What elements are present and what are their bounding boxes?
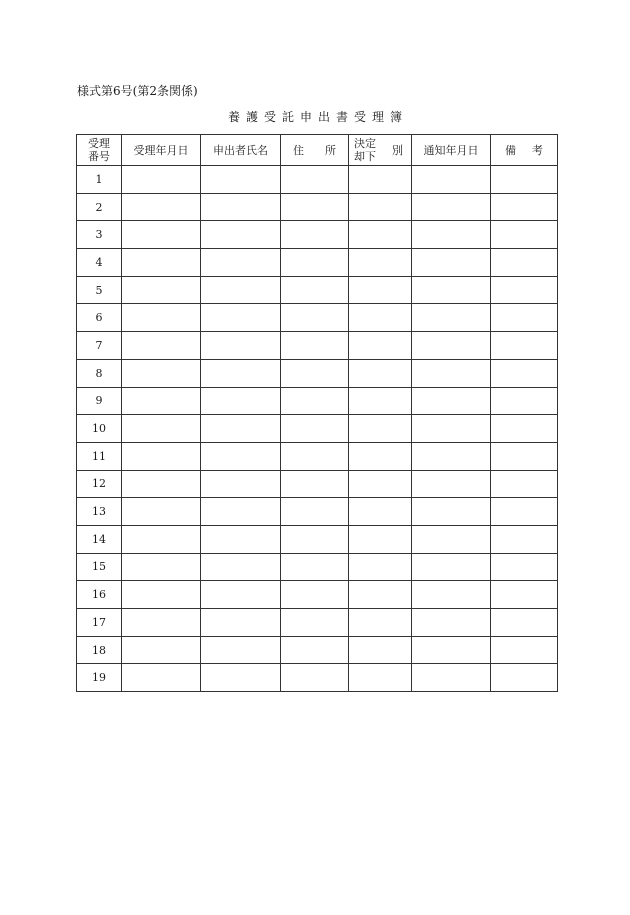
decision-type-cell[interactable] <box>349 221 412 249</box>
applicant-name-cell[interactable] <box>201 415 281 443</box>
applicant-name-cell[interactable] <box>201 470 281 498</box>
receipt-number-cell: 16 <box>77 581 122 609</box>
decision-type-cell[interactable] <box>349 664 412 692</box>
receipt-number-cell: 17 <box>77 609 122 637</box>
receipt-number-cell: 19 <box>77 664 122 692</box>
remarks-cell[interactable] <box>491 276 558 304</box>
decision-type-cell[interactable] <box>349 415 412 443</box>
header-remarks-char1: 備 <box>505 143 516 157</box>
table-row <box>77 581 558 609</box>
remarks-cell[interactable] <box>491 609 558 637</box>
header-row <box>77 135 558 166</box>
notice-date-cell[interactable] <box>412 359 491 387</box>
notice-date-cell[interactable] <box>412 166 491 194</box>
decision-type-cell[interactable] <box>349 332 412 360</box>
header-remarks <box>491 135 558 166</box>
remarks-cell[interactable] <box>491 525 558 553</box>
table-row <box>77 525 558 553</box>
applicant-name-cell[interactable] <box>201 553 281 581</box>
notice-date-cell[interactable] <box>412 332 491 360</box>
header-remarks-char2: 考 <box>532 143 543 157</box>
decision-type-cell[interactable] <box>349 525 412 553</box>
table-row <box>77 553 558 581</box>
receipt-number-cell: 4 <box>77 249 122 277</box>
decision-type-cell[interactable] <box>349 359 412 387</box>
decision-type-cell[interactable] <box>349 249 412 277</box>
notice-date-cell[interactable] <box>412 470 491 498</box>
receipt-register-table <box>76 134 558 692</box>
notice-date-cell[interactable] <box>412 276 491 304</box>
table-row <box>77 193 558 221</box>
receipt-number-cell: 12 <box>77 470 122 498</box>
remarks-cell[interactable] <box>491 166 558 194</box>
applicant-name-cell[interactable] <box>201 636 281 664</box>
address-cell[interactable] <box>281 442 349 470</box>
decision-type-cell[interactable] <box>349 581 412 609</box>
decision-type-cell[interactable] <box>349 166 412 194</box>
decision-type-cell[interactable] <box>349 553 412 581</box>
receipt-date-cell[interactable] <box>122 470 201 498</box>
applicant-name-cell[interactable] <box>201 581 281 609</box>
remarks-cell[interactable] <box>491 442 558 470</box>
receipt-date-cell[interactable] <box>122 387 201 415</box>
remarks-cell[interactable] <box>491 470 558 498</box>
header-receipt-date: 受理年月日 <box>122 135 201 166</box>
header-receipt-number <box>77 135 122 166</box>
decision-type-cell[interactable] <box>349 387 412 415</box>
notice-date-cell[interactable] <box>412 525 491 553</box>
address-cell[interactable] <box>281 332 349 360</box>
address-cell[interactable] <box>281 359 349 387</box>
receipt-date-cell[interactable] <box>122 525 201 553</box>
table-row <box>77 664 558 692</box>
header-decision-type <box>349 135 412 166</box>
applicant-name-cell[interactable] <box>201 304 281 332</box>
decision-type-cell[interactable] <box>349 276 412 304</box>
decision-type-cell[interactable] <box>349 470 412 498</box>
receipt-date-cell[interactable] <box>122 332 201 360</box>
header-address <box>281 135 349 166</box>
applicant-name-cell[interactable] <box>201 609 281 637</box>
applicant-name-cell[interactable] <box>201 525 281 553</box>
form-number-label: 様式第6号(第2条関係) <box>77 84 198 98</box>
receipt-number-cell: 1 <box>77 166 122 194</box>
receipt-date-cell[interactable] <box>122 581 201 609</box>
header-applicant-name: 申出者氏名 <box>201 135 281 166</box>
table-row <box>77 470 558 498</box>
address-cell[interactable] <box>281 221 349 249</box>
address-cell[interactable] <box>281 276 349 304</box>
receipt-date-cell[interactable] <box>122 249 201 277</box>
notice-date-cell[interactable] <box>412 636 491 664</box>
document-title: 養護受託申出書受理簿 <box>227 110 408 124</box>
remarks-cell[interactable] <box>491 249 558 277</box>
address-cell[interactable] <box>281 636 349 664</box>
receipt-number-cell: 18 <box>77 636 122 664</box>
address-cell[interactable] <box>281 581 349 609</box>
applicant-name-cell[interactable] <box>201 276 281 304</box>
notice-date-cell[interactable] <box>412 415 491 443</box>
remarks-cell[interactable] <box>491 553 558 581</box>
receipt-number-cell: 2 <box>77 193 122 221</box>
notice-date-cell[interactable] <box>412 498 491 526</box>
receipt-number-cell: 11 <box>77 442 122 470</box>
table-row <box>77 166 558 194</box>
header-decision-reject: 却下 <box>354 150 376 163</box>
remarks-cell[interactable] <box>491 332 558 360</box>
header-decision-decide: 決定 <box>354 137 376 150</box>
table-row <box>77 332 558 360</box>
address-cell[interactable] <box>281 304 349 332</box>
header-notice-date: 通知年月日 <box>412 135 491 166</box>
receipt-date-cell[interactable] <box>122 498 201 526</box>
table-row <box>77 221 558 249</box>
remarks-cell[interactable] <box>491 193 558 221</box>
table-row <box>77 442 558 470</box>
receipt-date-cell[interactable] <box>122 636 201 664</box>
applicant-name-cell[interactable] <box>201 387 281 415</box>
receipt-number-cell: 5 <box>77 276 122 304</box>
decision-type-cell[interactable] <box>349 304 412 332</box>
remarks-cell[interactable] <box>491 221 558 249</box>
remarks-cell[interactable] <box>491 636 558 664</box>
address-cell[interactable] <box>281 415 349 443</box>
receipt-number-cell: 13 <box>77 498 122 526</box>
remarks-cell[interactable] <box>491 664 558 692</box>
applicant-name-cell[interactable] <box>201 249 281 277</box>
table-row <box>77 609 558 637</box>
receipt-date-cell[interactable] <box>122 359 201 387</box>
address-cell[interactable] <box>281 387 349 415</box>
applicant-name-cell[interactable] <box>201 664 281 692</box>
applicant-name-cell[interactable] <box>201 166 281 194</box>
header-receipt-number-line2: 番号 <box>88 150 110 163</box>
header-receipt-number-line1: 受理 <box>88 137 110 150</box>
remarks-cell[interactable] <box>491 498 558 526</box>
applicant-name-cell[interactable] <box>201 359 281 387</box>
receipt-date-cell[interactable] <box>122 304 201 332</box>
receipt-number-cell: 14 <box>77 525 122 553</box>
notice-date-cell[interactable] <box>412 249 491 277</box>
table-row <box>77 304 558 332</box>
table-row <box>77 276 558 304</box>
remarks-cell[interactable] <box>491 304 558 332</box>
address-cell[interactable] <box>281 609 349 637</box>
decision-type-cell[interactable] <box>349 498 412 526</box>
address-cell[interactable] <box>281 525 349 553</box>
receipt-date-cell[interactable] <box>122 553 201 581</box>
address-cell[interactable] <box>281 470 349 498</box>
receipt-date-cell[interactable] <box>122 442 201 470</box>
notice-date-cell[interactable] <box>412 193 491 221</box>
table-row <box>77 359 558 387</box>
notice-date-cell[interactable] <box>412 387 491 415</box>
remarks-cell[interactable] <box>491 415 558 443</box>
table-row <box>77 498 558 526</box>
address-cell[interactable] <box>281 498 349 526</box>
header-address-char2: 所 <box>325 143 336 157</box>
notice-date-cell[interactable] <box>412 553 491 581</box>
receipt-number-cell: 7 <box>77 332 122 360</box>
table-row <box>77 387 558 415</box>
receipt-date-cell[interactable] <box>122 166 201 194</box>
notice-date-cell[interactable] <box>412 664 491 692</box>
decision-type-cell[interactable] <box>349 609 412 637</box>
address-cell[interactable] <box>281 166 349 194</box>
receipt-number-cell: 6 <box>77 304 122 332</box>
decision-type-cell[interactable] <box>349 193 412 221</box>
header-decision-type-label: 別 <box>392 143 403 157</box>
decision-type-cell[interactable] <box>349 636 412 664</box>
receipt-date-cell[interactable] <box>122 609 201 637</box>
receipt-number-cell: 15 <box>77 553 122 581</box>
address-cell[interactable] <box>281 553 349 581</box>
receipt-number-cell: 8 <box>77 359 122 387</box>
receipt-date-cell[interactable] <box>122 664 201 692</box>
notice-date-cell[interactable] <box>412 442 491 470</box>
decision-type-cell[interactable] <box>349 442 412 470</box>
receipt-number-cell: 3 <box>77 221 122 249</box>
table-row <box>77 636 558 664</box>
notice-date-cell[interactable] <box>412 609 491 637</box>
applicant-name-cell[interactable] <box>201 332 281 360</box>
receipt-number-cell: 10 <box>77 415 122 443</box>
address-cell[interactable] <box>281 664 349 692</box>
table-row <box>77 415 558 443</box>
remarks-cell[interactable] <box>491 359 558 387</box>
address-cell[interactable] <box>281 193 349 221</box>
remarks-cell[interactable] <box>491 387 558 415</box>
notice-date-cell[interactable] <box>412 581 491 609</box>
receipt-date-cell[interactable] <box>122 276 201 304</box>
applicant-name-cell[interactable] <box>201 498 281 526</box>
notice-date-cell[interactable] <box>412 304 491 332</box>
header-address-char1: 住 <box>293 143 304 157</box>
applicant-name-cell[interactable] <box>201 221 281 249</box>
receipt-date-cell[interactable] <box>122 221 201 249</box>
table-row <box>77 249 558 277</box>
applicant-name-cell[interactable] <box>201 193 281 221</box>
notice-date-cell[interactable] <box>412 221 491 249</box>
register-body <box>77 166 558 692</box>
remarks-cell[interactable] <box>491 581 558 609</box>
receipt-date-cell[interactable] <box>122 193 201 221</box>
address-cell[interactable] <box>281 249 349 277</box>
applicant-name-cell[interactable] <box>201 442 281 470</box>
receipt-date-cell[interactable] <box>122 415 201 443</box>
receipt-number-cell: 9 <box>77 387 122 415</box>
